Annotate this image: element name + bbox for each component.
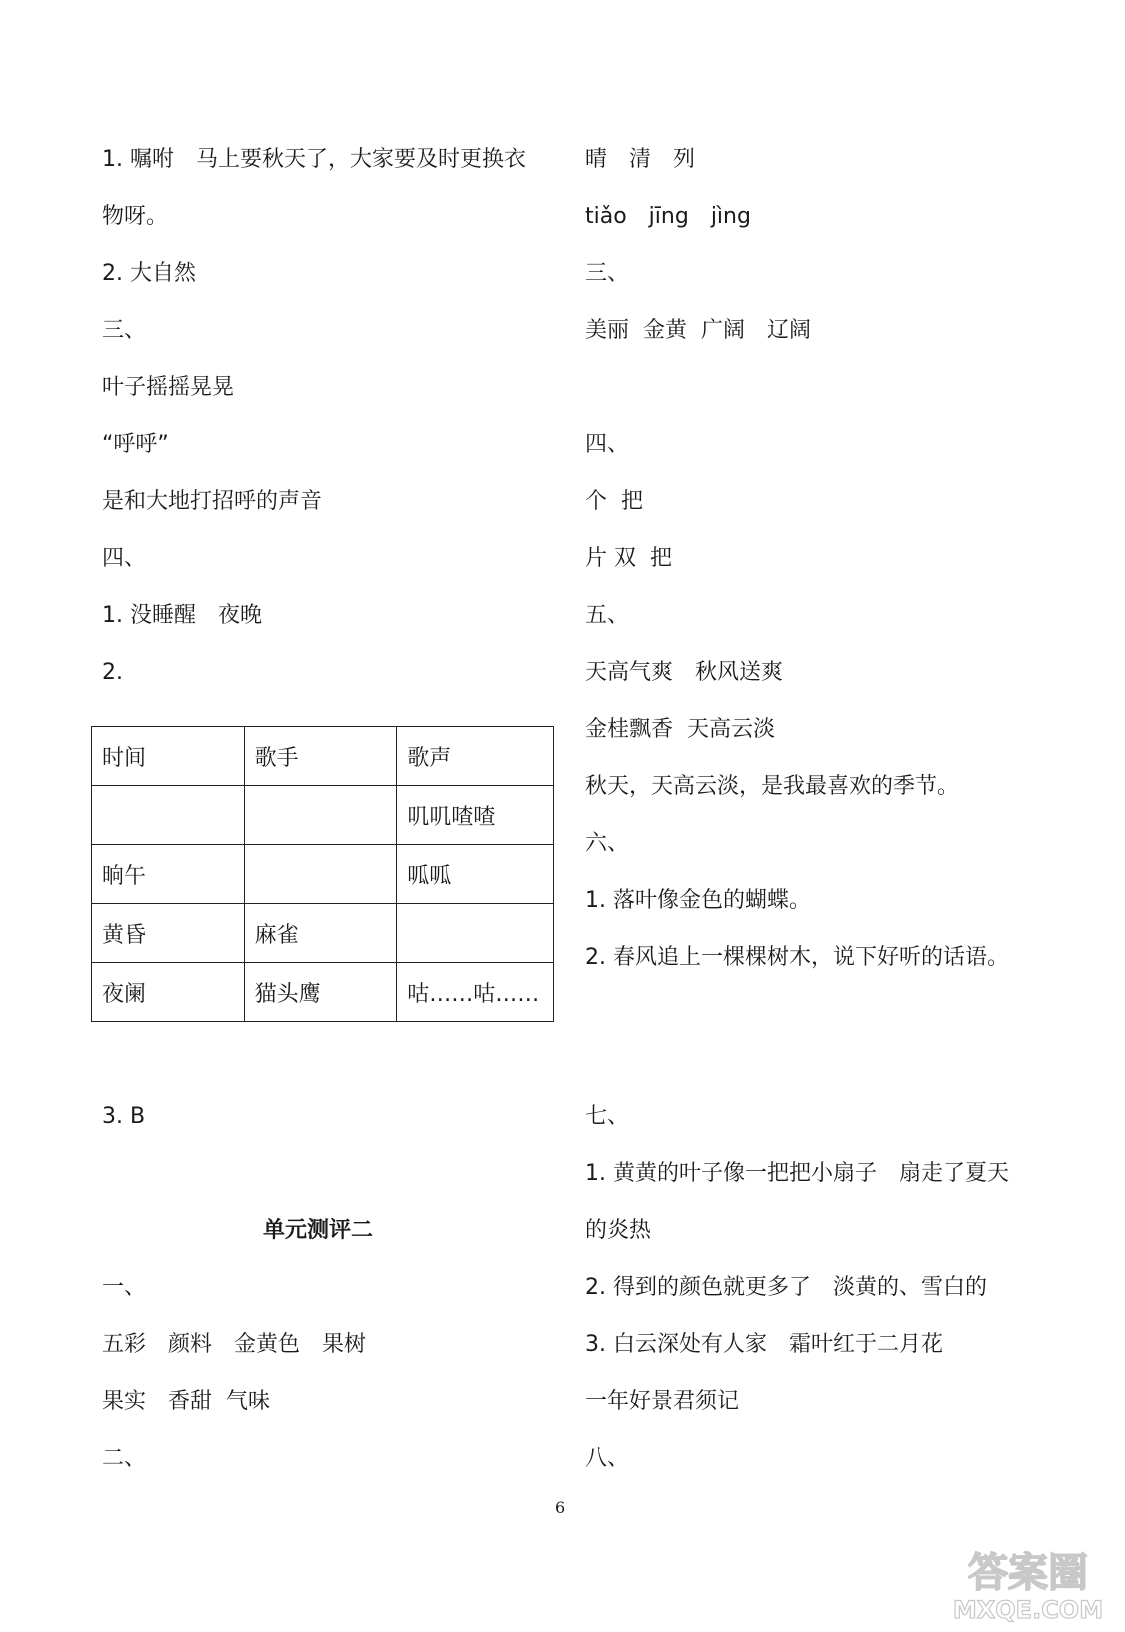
table-cell: 麻雀 (244, 904, 397, 963)
section-title: 单元测评二 (263, 1218, 374, 1243)
section-number: 一、 (102, 1275, 147, 1300)
table-cell: 猫头鹰 (244, 963, 397, 1022)
answer-line: 3. B (102, 1104, 146, 1129)
table-header-cell: 歌手 (244, 727, 397, 786)
table-row (92, 786, 554, 845)
section-number: 三、 (585, 261, 630, 286)
section-number: 四、 (102, 546, 147, 571)
section-number: 六、 (585, 831, 630, 856)
table-cell: 黄昏 (92, 904, 245, 963)
answer-line: 2. 春风追上一棵棵树木，说下好听的话语。 (585, 945, 1009, 970)
watermark-text: 答案圈 (968, 1550, 1088, 1596)
table-cell: 咕……咕…… (397, 963, 554, 1022)
table-header-cell: 时间 (92, 727, 245, 786)
watermark-logo (938, 1538, 1118, 1628)
table-header-cell: 歌声 (397, 727, 554, 786)
answer-line: 果实 香甜 气味 (102, 1389, 270, 1414)
answer-line: 天高气爽 秋风送爽 (585, 660, 784, 685)
answer-line: 片 双 把 (585, 546, 672, 571)
answer-line: 一年好景君须记 (585, 1389, 740, 1414)
answer-line: 美丽 金黄 广阔 辽阔 (585, 318, 811, 343)
page-number: 6 (555, 1498, 566, 1517)
answer-line: 1. 没睡醒 夜晚 (102, 603, 262, 628)
table-cell: 晌午 (92, 845, 245, 904)
answer-line: 2. 得到的颜色就更多了 淡黄的、雪白的 (585, 1275, 987, 1300)
section-number: 四、 (585, 432, 630, 457)
section-number: 二、 (102, 1446, 147, 1471)
answer-line: 的炎热 (585, 1218, 652, 1243)
answer-line: 1. 黄黄的叶子像一把把小扇子 扇走了夏天 (585, 1161, 1009, 1186)
section-number: 三、 (102, 318, 147, 343)
table-cell (244, 845, 397, 904)
watermark-domain: MXQE.COM (952, 1596, 1104, 1624)
answer-line: 个 把 (585, 489, 643, 514)
table-cell: 呱呱 (397, 845, 554, 904)
section-number: 五、 (585, 603, 630, 628)
answer-line: tiǎo jīng jìng (585, 204, 751, 229)
answer-line: 2. 大自然 (102, 261, 196, 286)
table-row (92, 845, 554, 904)
table-cell (397, 904, 554, 963)
answer-line: 叶子摇摇晃晃 (102, 375, 235, 400)
section-number: 八、 (585, 1446, 630, 1471)
answer-line: 五彩 颜料 金黄色 果树 (102, 1332, 367, 1357)
table-row (92, 904, 554, 963)
answer-line: 3. 白云深处有人家 霜叶红于二月花 (585, 1332, 943, 1357)
answer-line: 1. 落叶像金色的蝴蝶。 (585, 888, 811, 913)
answer-table (91, 726, 554, 1022)
answer-line: 金桂飘香 天高云淡 (585, 717, 775, 742)
table-cell (244, 786, 397, 845)
answer-line: 2. (102, 660, 123, 685)
table-cell: 夜阑 (92, 963, 245, 1022)
table-row (92, 963, 554, 1022)
answer-line: 秋天，天高云淡，是我最喜欢的季节。 (585, 774, 960, 799)
answer-line: “呼呼” (102, 432, 169, 457)
section-number: 七、 (585, 1104, 630, 1129)
answer-line: 晴 清 列 (585, 147, 696, 172)
answer-line: 物呀。 (102, 204, 169, 229)
table-cell (92, 786, 245, 845)
table-cell: 叽叽喳喳 (397, 786, 554, 845)
answer-line: 1. 嘱咐 马上要秋天了，大家要及时更换衣 (102, 147, 526, 172)
table-header-row (92, 727, 554, 786)
answer-line: 是和大地打招呼的声音 (102, 489, 323, 514)
